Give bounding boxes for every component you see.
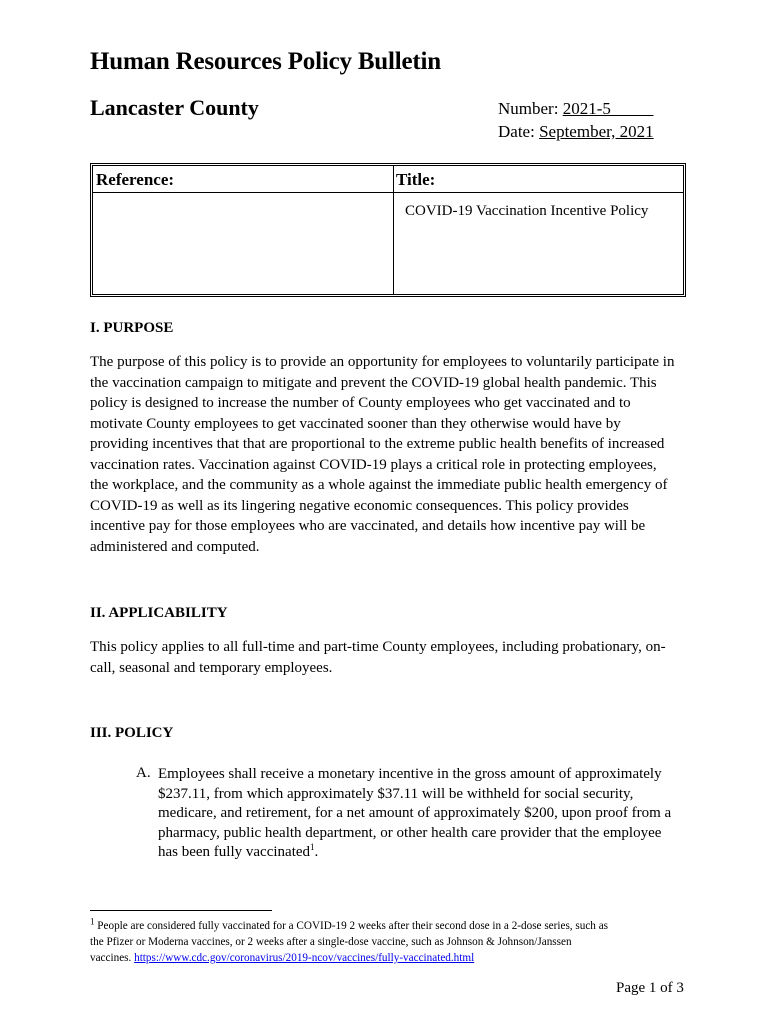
footnote-reference[interactable]: 1 [310,842,315,853]
reference-header: Reference: [96,170,175,189]
footnote-marker: 1 [90,916,95,927]
footnote-line [90,950,690,966]
footnote-line [90,918,690,934]
footnote-line: the Pfizer or Moderna vaccines, or 2 weeks after a single-dose vaccine, such as Johnson & Johnson/Janssen [90,936,572,948]
date-value: September, 2021 [539,122,654,141]
footnote-text: People are considered fully vaccinated for a COVID-19 2 weeks after their second dose in a 2-dose series, such as [94,920,609,932]
bulletin-title: Human Resources Policy Bulletin [90,48,441,75]
paragraph-line: incentive pay for those employees who are vaccinated, and details how incentive pay will be [90,518,646,534]
paragraph-line: call, seasonal and temporary employees. [90,659,333,676]
page-number: Page 1 of 3 [616,980,684,996]
paragraph-line: The purpose of this policy is to provide an opportunity for employees to voluntarily participate in [90,354,675,370]
paragraph-line: the workplace, and the community as a whole against the immediate public health emergency of [90,477,668,493]
title-header-rule [393,192,683,193]
item-line-text: has been fully vaccinated [158,844,311,861]
paragraph-line: COVID-19 as well as its lingering negative economic consequences. This policy provides [90,497,629,514]
purpose-heading: I. PURPOSE [90,320,174,336]
item-line: $237.11, from which approximately $37.11 will be withheld for social security, [158,785,634,802]
footnote-text: vaccines. [90,952,135,964]
title-value: COVID-19 Vaccination Incentive Policy [405,203,649,219]
bulletin-number [498,99,653,119]
date-label: Date: [498,122,535,141]
paragraph-line: providing incentives that that are proportional to the extreme public health benefits of increased [90,436,665,452]
item-line: medicare, and retirement, for a net amount of approximately $200, upon proof from a [158,805,672,822]
item-line [158,843,688,863]
purpose-paragraph [90,352,685,557]
paragraph-line: the vaccination campaign to mitigate and prevent the COVID-19 global health pandemic. This [90,374,657,391]
policy-heading: III. POLICY [90,725,174,741]
title-column [393,166,683,294]
item-line: pharmacy, public health department, or other health care provider that the employee [158,824,662,841]
title-header: Title: [396,170,436,189]
reference-column [93,166,394,294]
paragraph-line: motivate County employees to get vaccinated sooner than they otherwise would have by [90,415,621,432]
paragraph-line: vaccination rates. Vaccination against COVID-19 plays a critical role in protecting employees, [90,456,657,473]
footnote-separator [90,910,272,911]
policy-item-a [158,765,688,863]
bulletin-date [498,122,654,142]
paragraph-line: administered and computed. [90,538,260,555]
item-line: Employees shall receive a monetary incentive in the gross amount of approximately [158,766,662,782]
applicability-paragraph [90,637,685,678]
reference-header-rule [93,192,393,193]
cdc-link[interactable]: https://www.cdc.gov/coronavirus/2019-ncov/vaccines/fully-vaccinated.html [134,952,475,964]
paragraph-line: policy is designed to increase the number of County employees who get vaccinated and to [90,395,631,411]
number-value: 2021-5_____ [562,99,654,118]
paragraph-line: This policy applies to all full-time and part-time County employees, including probationary, on- [90,639,666,655]
footnote [90,918,690,966]
number-label: Number: [498,99,559,118]
item-line-end: . [314,844,319,861]
applicability-heading: II. APPLICABILITY [90,605,228,621]
reference-title-table [90,163,686,297]
county-name: Lancaster County [90,95,259,120]
policy-item-a-marker: A. [136,765,151,781]
